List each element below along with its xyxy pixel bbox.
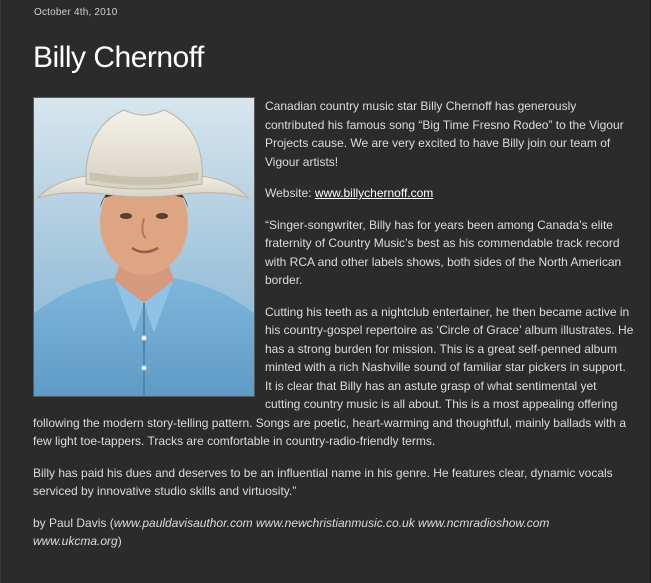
post-date: October 4th, 2010: [34, 7, 118, 18]
quote-paragraph-2: Cutting his teeth as a nightclub entertainer, he then became active in his country-gospel repertoire as ‘Circle of Grace’ album illustrates. He has a strong burden for mission. This is a great self-penned album minted with a rich Nashville sound of familiar star pickers in support. It is clear that Billy has an astute grasp of what sentimental yet cutting country music is all about. This is a most appealing offering following the modern story-telling pattern. Songs are poetic, heart-warming and thoughtful, mainly ballads with a few light toe-tappers. Tracks are comfortable in country-radio-friendly terms.: [33, 304, 634, 448]
byline-suffix: ): [117, 534, 122, 548]
post-title: Billy Chernoff: [33, 41, 204, 74]
post-content: [33, 97, 635, 564]
quote-paragraph-3: Billy has paid his dues and deserves to be an influential name in his genre. He features clear, dynamic vocals serviced by innovative studio skills and virtuosity.”: [33, 465, 613, 498]
website-label: Website:: [265, 186, 315, 200]
byline: [33, 514, 635, 551]
byline-sites: www.pauldavisauthor.com www.newchristianmusic.co.uk www.ncmradioshow.com www.ukcma.org: [33, 515, 550, 548]
artist-photo-image: [34, 98, 254, 396]
intro-paragraph: Canadian country music star Billy Chernoff has generously contributed his famous song “Big Time Fresno Rodeo” to the Vigour Projects cause. We are very excited to have Billy join our team of Vigour artists!: [265, 99, 624, 169]
artist-photo: [33, 97, 255, 397]
byline-prefix: by Paul Davis (: [33, 515, 114, 530]
quote-paragraph-1: “Singer-songwriter, Billy has for years been among Canada’s elite fraternity of Country Music’s best as his commendable track record with RCA and other labels shows, both sides of the North American border.: [265, 217, 622, 287]
website-link[interactable]: www.billychernoff.com: [314, 186, 434, 200]
